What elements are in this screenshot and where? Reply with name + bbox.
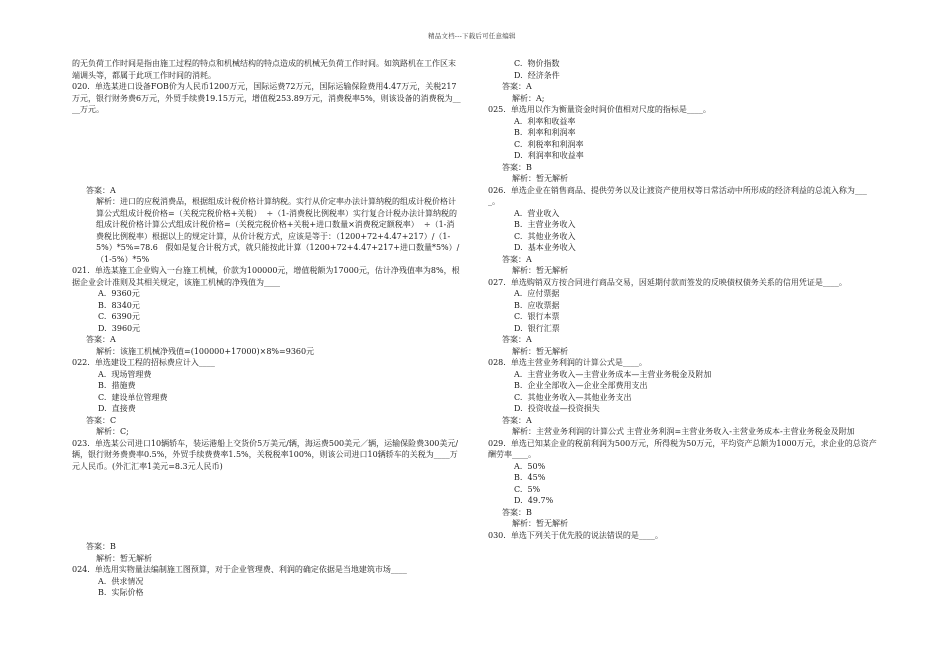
- option-item: D. 49.7%: [514, 496, 554, 505]
- explanation-text: 解析：进口的应税消费品，根据组成计税价格计算纳税。实行从价定率办法计算纳税的组成计税价格计算公式组成计税价格=（关税完税价格+关税） ÷（1-消费税比例税率）实行复合计税办法计算纳税的组成计税价格计算公式组成计税价格=（关税完税价格+关税+进口数量×消费税定额税率） ÷（1-消费税比例税率）根据以上的规定计算，从价计税方式，应该是等于：（1200+72+4.47+217）/（1-5%）*5%=78.6 假如是复合计税方式，就只能按此计算（1200+72+4.47+217+进口数量*5%）/（1-5%）*5%: [96, 197, 460, 264]
- option-item: D. 投资收益—投资损失: [514, 404, 600, 413]
- option-item: D. 基本业务收入: [514, 243, 576, 252]
- explanation-text: 解析：A;: [512, 93, 545, 103]
- question-text: 020. 单选某进口设备FOB价为人民币1200万元，国际运费72万元，国际运输保险费用4.47万元，关税217万元，银行财务费6万元，外贸手续费19.15万元，增值税253.89万元，消费税率5%，则该设备的消费税为____万元。: [72, 82, 461, 114]
- answer-line: 答案：B: [502, 507, 532, 517]
- explanation-text: 解析：暂无解析: [512, 519, 568, 528]
- blank-space: [72, 472, 462, 541]
- answer-line: 答案：A: [502, 335, 532, 344]
- option-item: B. 措施费: [98, 381, 136, 390]
- answer-line: 答案：B: [502, 162, 532, 172]
- option-item: A. 主营业务收入—主营业务成本—主营业务税金及附加: [514, 369, 712, 379]
- option-item: D. 直接费: [98, 404, 136, 413]
- option-item: A. 利率和收益率: [514, 116, 576, 126]
- explanation-text: 解析：暂无解析: [96, 553, 152, 563]
- option-item: A. 9360元: [98, 289, 140, 298]
- option-item: C. 其他业务收入—其他业务支出: [514, 392, 632, 402]
- answer-line: 答案：C: [86, 415, 117, 425]
- left-column: [72, 58, 462, 599]
- blank-space: [72, 116, 462, 185]
- explanation-text: 解析：暂无解析: [512, 174, 568, 183]
- question-text: 026. 单选企业在销售商品、提供劳务以及让渡资产使用权等日常活动中所形成的经济利益的总流入称为____。: [488, 185, 867, 206]
- option-item: A. 应付票据: [514, 289, 560, 298]
- question-text: 030. 单选下列关于优先股的说法错误的是____。: [488, 530, 663, 540]
- option-item: C. 银行本票: [514, 312, 560, 321]
- option-item: B. 企业全部收入—企业全部费用支出: [514, 381, 648, 390]
- option-item: B. 应收票据: [514, 300, 560, 310]
- question-text: 025. 单选用以作为衡量资金时间价值相对尺度的指标是____。: [488, 105, 711, 114]
- option-item: B. 8340元: [98, 300, 140, 310]
- question-text: 029. 单选已知某企业的税前利润为500万元，所得税为50万元，平均资产总额为1000万元，求企业的总资产酬劳率____。: [488, 438, 877, 459]
- answer-line: 答案：B: [86, 542, 116, 551]
- option-item: A. 50%: [514, 461, 546, 471]
- option-item: C. 5%: [514, 484, 541, 494]
- option-item: B. 实际价格: [98, 588, 144, 597]
- explanation-text: 解析：暂无解析: [512, 266, 568, 275]
- explanation-text: 解析：暂无解析: [512, 346, 568, 356]
- option-item: C. 6390元: [98, 312, 140, 321]
- answer-line: 答案：A: [86, 185, 116, 195]
- question-text: 021. 单选某施工企业购入一台施工机械，价款为100000元，增值税额为17000元，估计净残值率为8%，根据企业会计准则及其相关规定，该施工机械的净残值为____: [72, 266, 460, 287]
- option-item: D. 经济条件: [514, 70, 560, 80]
- explanation-text: 解析：该施工机械净残值=(100000+17000)×8%=9360元: [96, 346, 315, 356]
- option-item: A. 供求情况: [98, 576, 144, 586]
- option-item: A. 营业收入: [514, 208, 560, 218]
- question-text: 028. 单选主营业务利润的计算公式是____。: [488, 358, 647, 367]
- answer-line: 答案：A: [502, 254, 532, 264]
- option-item: B. 主营业务收入: [514, 220, 576, 229]
- option-item: A. 现场管理费: [98, 369, 152, 379]
- question-text: 027. 单选购销双方按合同进行商品交易，因延期付款而签发的反映债权债务关系的信用凭证是____。: [488, 277, 847, 287]
- right-column: [488, 58, 878, 541]
- question-text: 024. 单选用实物量法编制施工图预算，对于企业管理费、利润的确定依据是当地建筑市场____: [72, 565, 407, 574]
- explanation-text: 解析：主营业务利润的计算公式 主营业务利润=主营业务收入-主营业务成本-主营业务税金及附加: [512, 427, 855, 436]
- option-item: C. 建设单位管理费: [98, 392, 168, 402]
- question-text: 022. 单选建设工程的招标费应计入____: [72, 358, 215, 367]
- option-item: D. 银行汇票: [514, 323, 560, 333]
- option-item: D. 利润率和收益率: [514, 151, 584, 160]
- option-item: D. 3960元: [98, 323, 141, 333]
- answer-line: 答案：A: [502, 82, 532, 91]
- option-item: C. 利税率和利润率: [514, 139, 584, 149]
- answer-line: 答案：A: [86, 335, 116, 344]
- question-text: 023. 单选某公司进口10辆轿车，装运港船上交货价5万美元/辆，海运费500美元／辆，运输保险费300美元/辆，银行财务费费率0.5%，外贸手续费费率1.5%，关税税率100%，则该公司进口10辆轿车的关税为____万元人民币。(外汇汇率1美元=8.3元人民币): [72, 438, 459, 471]
- option-item: C. 物价指数: [514, 59, 560, 68]
- question-text: 的无负荷工作时间是指由施工过程的特点和机械结构的特点造成的机械无负荷工作时间。如筑路机在工作区末端调头等，都属于此项工作时间的消耗。: [72, 59, 456, 80]
- option-item: B. 利率和利润率: [514, 128, 576, 137]
- option-item: B. 45%: [514, 473, 546, 482]
- explanation-text: 解析：C;: [96, 427, 129, 436]
- page-header: 精品文档---下载后可任意编辑: [428, 32, 516, 40]
- option-item: C. 其他业务收入: [514, 231, 576, 241]
- answer-line: 答案：A: [502, 415, 532, 425]
